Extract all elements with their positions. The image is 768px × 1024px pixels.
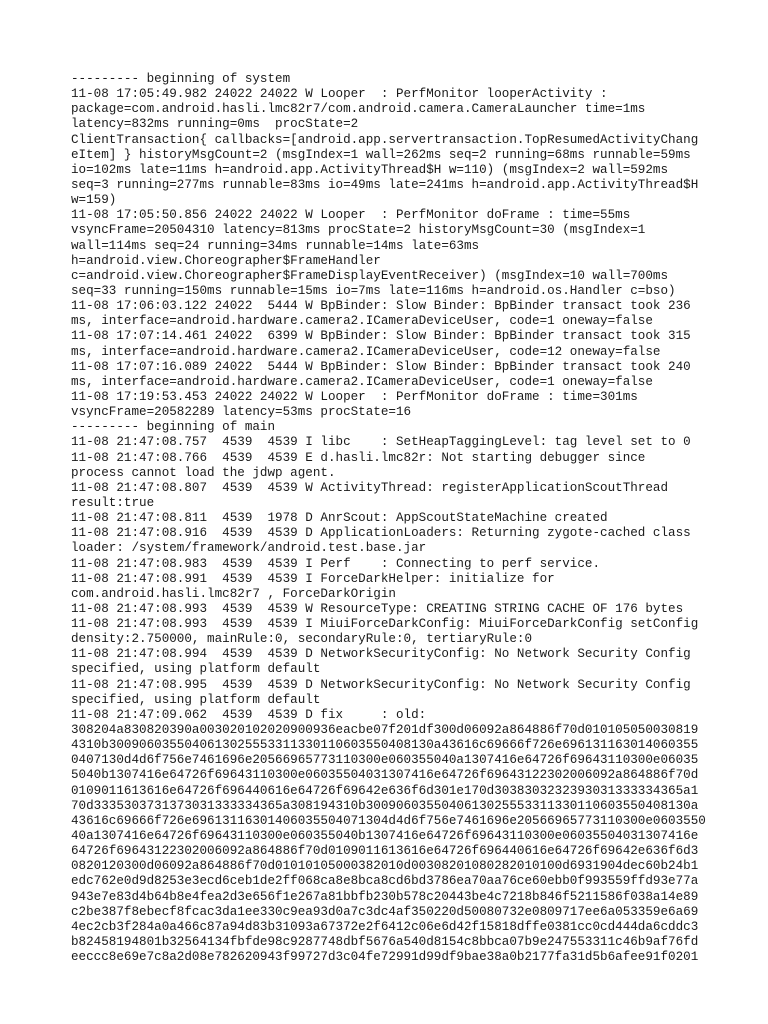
log-line: 11-08 21:47:08.993 4539 4539 I MiuiForceDarkConfig: MiuiForceDarkConfig setConfig (71, 617, 699, 632)
log-line: ms, interface=android.hardware.camera2.ICameraDeviceUser, code=12 oneway=false (71, 344, 661, 359)
log-line: b82458194801b32564134fbfde98c9287748dbf5676a540d8154c8bbca07b9e247553311c46b9af76fd (71, 935, 699, 950)
log-line: 11-08 21:47:08.995 4539 4539 D NetworkSecurityConfig: No Network Security Config (71, 677, 691, 692)
log-line: result:true (71, 495, 155, 510)
log-line: 43616c69666f726e69613116301406035504071304d4d6f756e7461696e20566965773110300e0603550 (71, 813, 706, 828)
log-line: 11-08 17:07:14.461 24022 6399 W BpBinder: Slow Binder: BpBinder transact took 315 (71, 329, 691, 344)
log-line: com.android.hasli.lmc82r7 , ForceDarkOrigin (71, 586, 396, 601)
log-line: 4310b3009060355040613025553311330110603550408130a43616c69666f726e696131163014060355 (71, 738, 699, 753)
log-line: --------- beginning of system (71, 72, 291, 86)
log-line: 11-08 17:05:49.982 24022 24022 W Looper : PerfMonitor looperActivity : (71, 87, 608, 102)
log-line: 11-08 21:47:08.811 4539 1978 D AnrScout: AppScoutStateMachine created (71, 511, 608, 526)
log-text-view (71, 72, 706, 965)
log-line: vsyncFrame=20582289 latency=53ms procState=16 (71, 405, 412, 420)
log-line: 0820120300d06092a864886f70d01010105000382010d00308201080282010100d6931904dec60b24b1 (71, 859, 699, 874)
log-line: 4ec2cb3f284a0a466c87a94d83b31093a67372e2f6412c06e6d42f15818dffe0381cc0cd444da6cddc3 (71, 919, 699, 934)
log-line: 64726f69643122302006092a864886f70d0109011613616e64726f696440616e64726f69642e636f6d3 (71, 844, 699, 859)
log-line: 11-08 21:47:08.766 4539 4539 E d.hasli.lmc82r: Not starting debugger since (71, 450, 646, 465)
log-line: specified, using platform default (71, 662, 321, 677)
log-line: eeccc8e69e7c8a2d08e782620943f99727d3c04fe72991d99df9bae38a0b2177fa31d5b6afee91f0201 (71, 950, 699, 965)
log-line: vsyncFrame=20504310 latency=813ms procState=2 historyMsgCount=30 (msgIndex=1 (71, 223, 646, 238)
log-line: 11-08 21:47:09.062 4539 4539 D fix : old: (71, 707, 427, 722)
log-line: specified, using platform default (71, 692, 321, 707)
log-line: --------- beginning of main (71, 420, 276, 435)
log-line: 5040b1307416e64726f69643110300e06035504031307416e64726f69643122302006092a864886f70d (71, 768, 699, 783)
log-line: 11-08 17:06:03.122 24022 5444 W BpBinder: Slow Binder: BpBinder transact took 236 (71, 299, 691, 314)
log-line: ms, interface=android.hardware.camera2.ICameraDeviceUser, code=1 oneway=false (71, 374, 653, 389)
log-line: ms, interface=android.hardware.camera2.ICameraDeviceUser, code=1 oneway=false (71, 314, 653, 329)
log-line: w=159) (71, 193, 117, 208)
log-line: loader: /system/framework/android.test.base.jar (71, 541, 427, 556)
log-line: 0109011613616e64726f696440616e64726f69642e636f6d301e170d3038303232393031333334365a1 (71, 783, 699, 798)
log-line: c=android.view.Choreographer$FrameDisplayEventReceiver) (msgIndex=10 wall=700ms (71, 268, 669, 283)
log-line: seq=33 running=150ms runnable=15ms io=7ms late=116ms h=android.os.Handler c=bso) (71, 283, 676, 298)
log-line: density:2.750000, mainRule:0, secondaryRule:0, tertiaryRule:0 (71, 632, 533, 647)
log-line: io=102ms late=11ms h=android.app.ActivityThread$H w=110) (msgIndex=2 wall=592ms (71, 162, 669, 177)
log-line: 11-08 17:19:53.453 24022 24022 W Looper : PerfMonitor doFrame : time=301ms (71, 389, 638, 404)
log-line: 11-08 17:05:50.856 24022 24022 W Looper : PerfMonitor doFrame : time=55ms (71, 208, 631, 223)
log-line: process cannot load the jdwp agent. (71, 465, 336, 480)
log-line: seq=3 running=277ms runnable=83ms io=49ms late=241ms h=android.app.ActivityThread$H (71, 177, 699, 192)
log-line: 11-08 21:47:08.757 4539 4539 I libc : SetHeapTaggingLevel: tag level set to 0 (71, 435, 691, 450)
log-line: ClientTransaction{ callbacks=[android.app.servertransaction.TopResumedActivityChang (71, 132, 699, 147)
log-line: wall=114ms seq=24 running=34ms runnable=14ms late=63ms (71, 238, 480, 253)
log-line: 943e7e83d4b64b8e4fea2d3e656f1e267a81bbfb230b578c20443be4c7218b846f5211586f038a14e89 (71, 889, 699, 904)
log-line: 70d3335303731373031333334365a308194310b3009060355040613025553311330110603550408130a (71, 798, 699, 813)
log-line: 11-08 21:47:08.993 4539 4539 W ResourceType: CREATING STRING CACHE OF 176 bytes (71, 601, 684, 616)
log-line: 308204a830820390a003020102020900936eacbe07f201df300d06092a864886f70d010105050030819 (71, 723, 699, 738)
log-line: 11-08 21:47:08.983 4539 4539 I Perf : Connecting to perf service. (71, 556, 601, 571)
log-line: edc762e0d9d8253e3ecd6ceb1de2ff068ca8e8bca8cd6bd3786ea70aa76ce60ebb0f993559ffd93e77a (71, 874, 699, 889)
log-line: h=android.view.Choreographer$FrameHandler (71, 253, 381, 268)
log-line: 11-08 21:47:08.991 4539 4539 I ForceDarkHelper: initialize for (71, 571, 555, 586)
log-line: 11-08 21:47:08.994 4539 4539 D NetworkSecurityConfig: No Network Security Config (71, 647, 691, 662)
log-line: 0407130d4d6f756e7461696e20566965773110300e060355040a1307416e64726f69643110300e06035 (71, 753, 699, 768)
log-line: 11-08 21:47:08.807 4539 4539 W ActivityThread: registerApplicationScoutThread (71, 480, 669, 495)
log-line: package=com.android.hasli.lmc82r7/com.android.camera.CameraLauncher time=1ms (71, 102, 646, 117)
log-line: 40a1307416e64726f69643110300e060355040b1307416e64726f69643110300e06035504031307416e (71, 829, 699, 844)
log-line: 11-08 17:07:16.089 24022 5444 W BpBinder: Slow Binder: BpBinder transact took 240 (71, 359, 691, 374)
log-line: 11-08 21:47:08.916 4539 4539 D ApplicationLoaders: Returning zygote-cached class (71, 526, 691, 541)
log-line: c2be387f8ebecf8fcac3da1ee330c9ea93d0a7c3dc4af350220d50080732e0809717ee6a053359e6a69 (71, 904, 699, 919)
log-line: eItem] } historyMsgCount=2 (msgIndex=1 wall=262ms seq=2 running=68ms runnable=59ms (71, 147, 691, 162)
log-line: latency=832ms running=0ms procState=2 (71, 117, 359, 132)
